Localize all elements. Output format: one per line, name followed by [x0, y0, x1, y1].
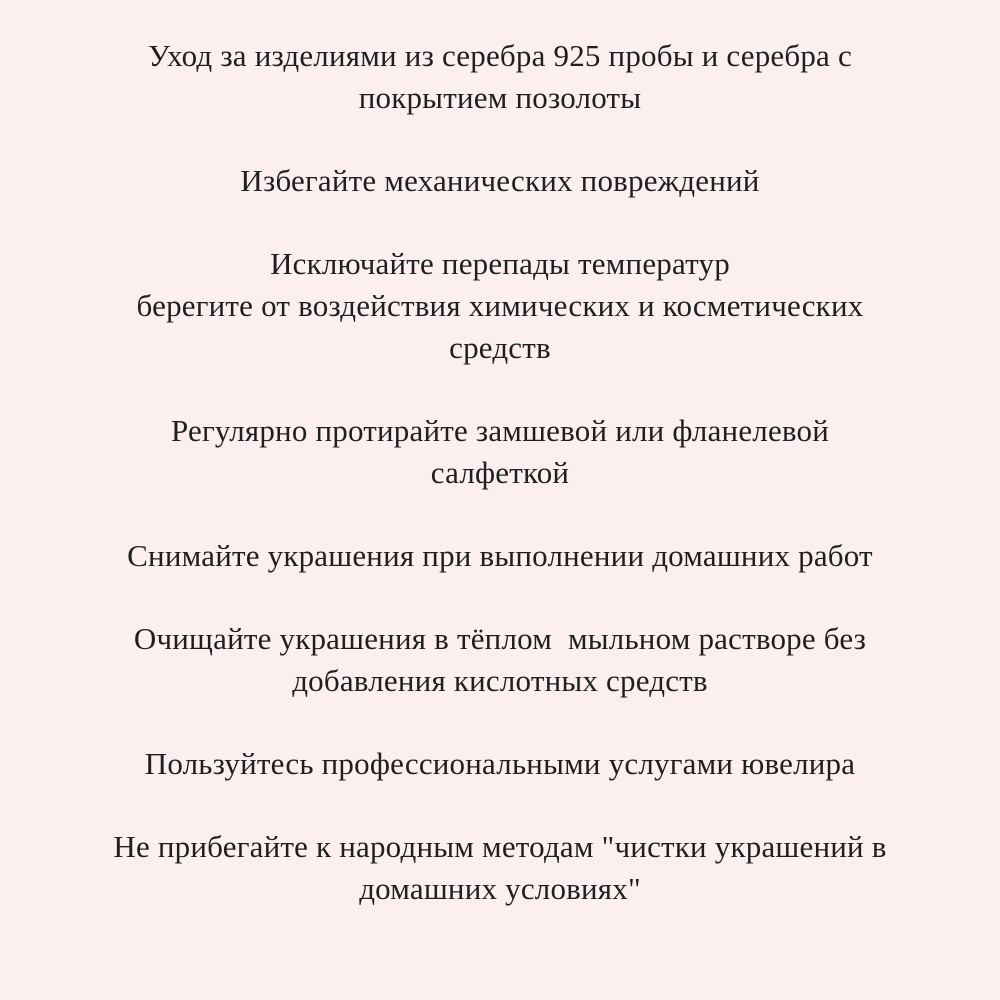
title-line-1: Уход за изделиями из серебра 925 пробы и серебра с [148, 38, 852, 73]
tip-folk-methods-line-2: домашних условиях" [359, 871, 641, 906]
tip-jeweler-services: Пользуйтесь профессиональными услугами ювелира [144, 746, 856, 781]
tip-remove-jewelry: Снимайте украшения при выполнении домашних работ [127, 538, 873, 573]
tip-clean-line-1: Очищайте украшения в тёплом мыльном растворе без [133, 621, 867, 656]
tip-mechanical-damage: Избегайте механических повреждений [240, 163, 760, 198]
tip-temperature-line-1: Исключайте перепады температур [270, 246, 730, 281]
tip-temperature-line-3: средств [449, 330, 551, 365]
tip-folk-methods-line-1: Не прибегайте к народным методам "чистки украшений в [113, 829, 887, 864]
tip-wipe-line-1: Регулярно протирайте замшевой или фланелевой [170, 413, 830, 448]
tip-wipe-line-2: салфеткой [430, 455, 570, 490]
tip-clean-line-2: добавления кислотных средств [292, 663, 708, 698]
tip-temperature-line-2: берегите от воздействия химических и косметических [136, 288, 864, 323]
title-line-2: покрытием позолоты [358, 80, 642, 115]
